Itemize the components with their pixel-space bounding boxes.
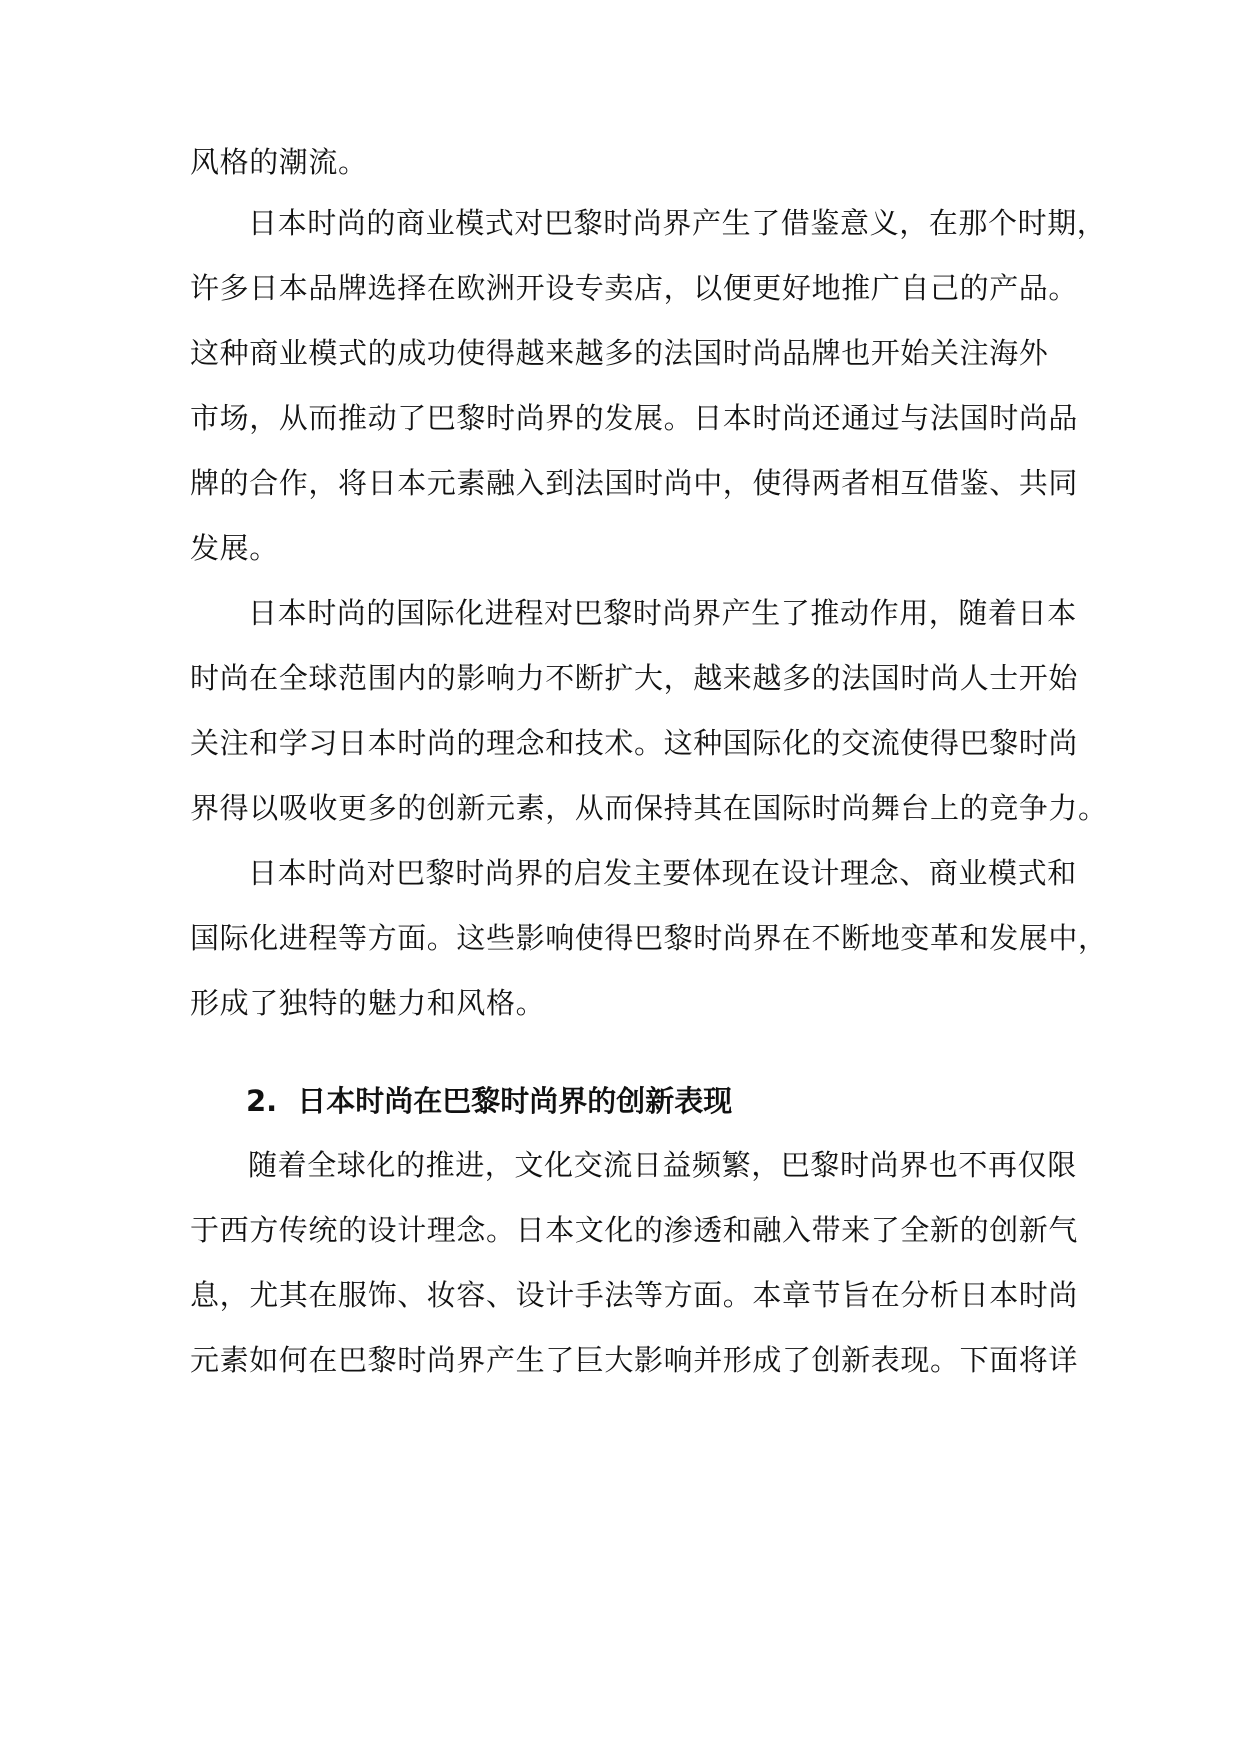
paragraph-line: 日本时尚的商业模式对巴黎时尚界产生了借鉴意义，在那个时期， [248, 206, 1107, 240]
paragraph-line: 这种商业模式的成功使得越来越多的法国时尚品牌也开始关注海外 [190, 336, 1049, 370]
paragraph-line: 息，尤其在服饰、妆容、设计手法等方面。本章节旨在分析日本时尚 [190, 1278, 1079, 1312]
paragraph-line: 界得以吸收更多的创新元素，从而保持其在国际时尚舞台上的竞争力。 [190, 791, 1108, 825]
section-heading [246, 1081, 732, 1121]
paragraph-line: 许多日本品牌选择在欧洲开设专卖店，以便更好地推广自己的产品。 [190, 271, 1079, 305]
paragraph-line: 风格的潮流。 [190, 145, 368, 179]
section-title: 日本时尚在巴黎时尚界的创新表现 [297, 1084, 733, 1118]
paragraph-line: 元素如何在巴黎时尚界产生了巨大影响并形成了创新表现。下面将详 [190, 1343, 1079, 1377]
paragraph-line: 国际化进程等方面。这些影响使得巴黎时尚界在不断地变革和发展中， [190, 921, 1108, 955]
paragraph-line: 日本时尚的国际化进程对巴黎时尚界产生了推动作用，随着日本 [248, 596, 1077, 630]
paragraph-line: 市场，从而推动了巴黎时尚界的发展。日本时尚还通过与法国时尚品 [190, 401, 1079, 435]
paragraph-line: 时尚在全球范围内的影响力不断扩大，越来越多的法国时尚人士开始 [190, 661, 1079, 695]
paragraph-line: 发展。 [190, 531, 279, 565]
paragraph-line: 日本时尚对巴黎时尚界的启发主要体现在设计理念、商业模式和 [248, 856, 1077, 890]
paragraph-line: 于西方传统的设计理念。日本文化的渗透和融入带来了全新的创新气 [190, 1213, 1079, 1247]
paragraph-line: 牌的合作，将日本元素融入到法国时尚中，使得两者相互借鉴、共同 [190, 466, 1079, 500]
paragraph-line: 关注和学习日本时尚的理念和技术。这种国际化的交流使得巴黎时尚 [190, 726, 1079, 760]
paragraph-line: 随着全球化的推进，文化交流日益频繁，巴黎时尚界也不再仅限 [248, 1148, 1077, 1182]
paragraph-line: 形成了独特的魅力和风格。 [190, 986, 546, 1020]
section-number: 2. [246, 1084, 278, 1118]
